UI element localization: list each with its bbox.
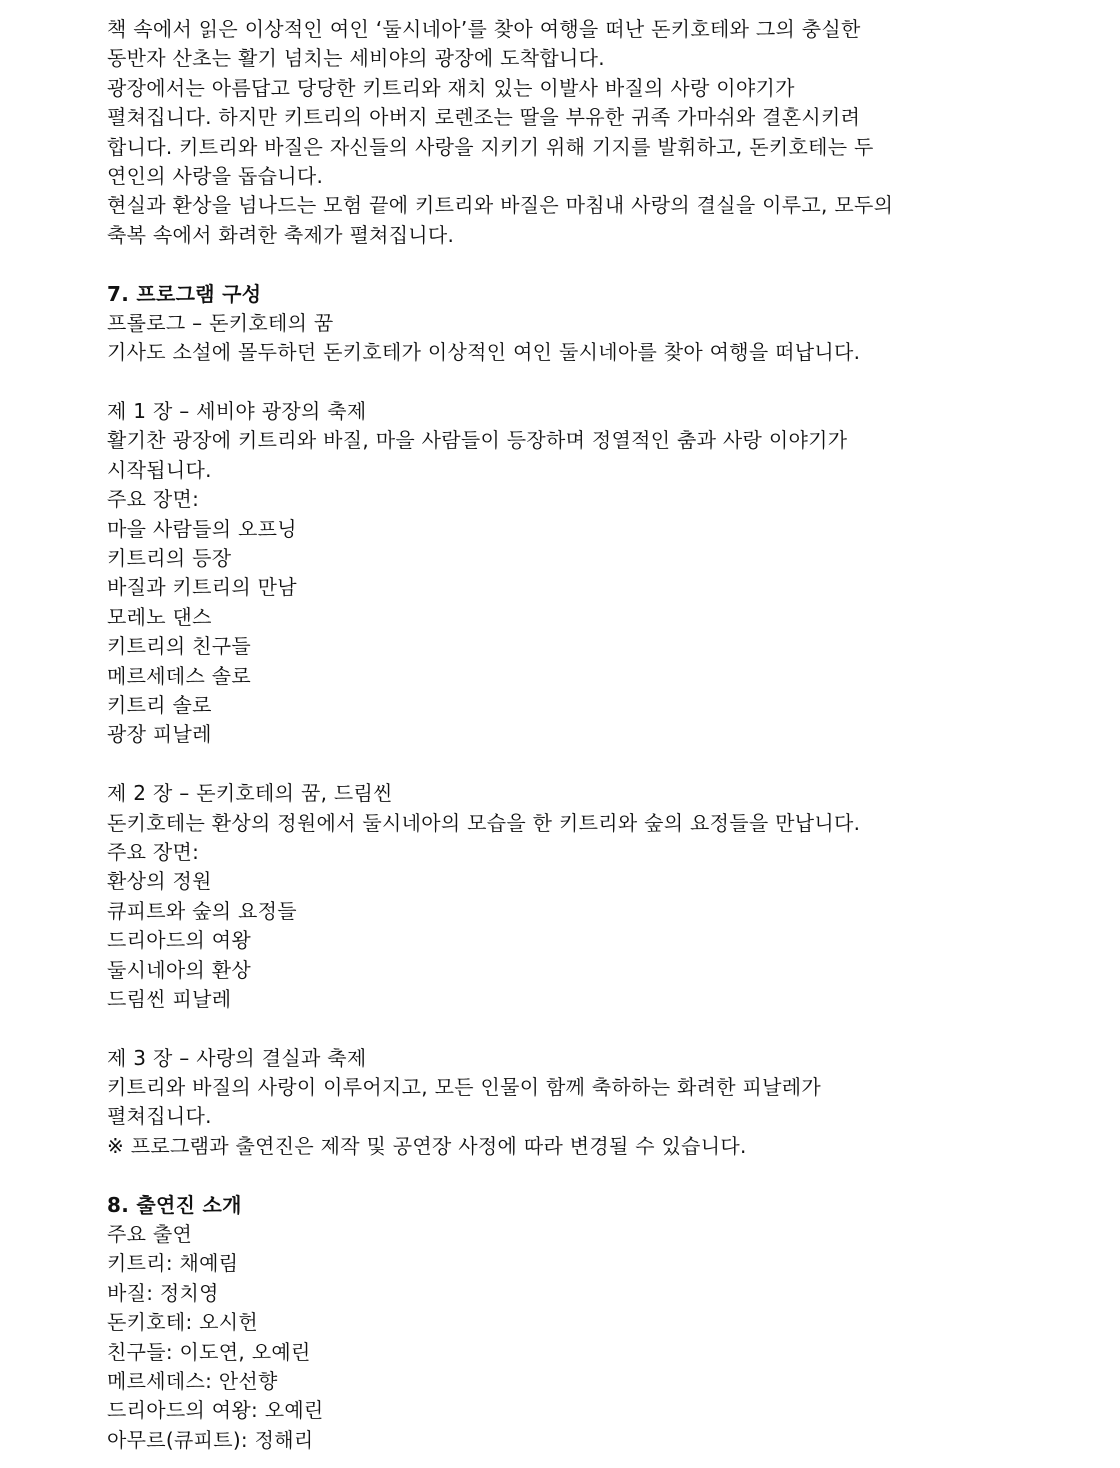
cast-section — [107, 1191, 1097, 1456]
cast-member: 메르세데스: 안선향 — [107, 1368, 278, 1393]
act1-title: 제 1 장 – 세비야 광장의 축제 — [107, 399, 367, 424]
cast-member: 아무르(큐피트): 정해리 — [107, 1427, 314, 1452]
act1-scene-item: 마을 사람들의 오프닝 — [107, 516, 297, 541]
cast-member: 친구들: 이도연, 오예린 — [107, 1339, 311, 1364]
act1-scene-item: 모레노 댄스 — [107, 604, 212, 629]
program-change-note: ※ 프로그램과 출연진은 제작 및 공연장 사정에 따라 변경될 수 있습니다. — [107, 1133, 747, 1158]
act2-scene-item: 환상의 정원 — [107, 869, 212, 894]
blank-line — [107, 368, 1097, 397]
act2-scene-item: 둘시네아의 환상 — [107, 957, 251, 982]
cast-member: 바질: 정치영 — [107, 1280, 219, 1305]
blank-line — [107, 1014, 1097, 1043]
act3-title: 제 3 장 – 사랑의 결실과 축제 — [107, 1045, 367, 1070]
act1-scenes-label: 주요 장면: — [107, 487, 200, 512]
cast-subheading: 주요 출연 — [107, 1222, 193, 1247]
act1-scene-item: 바질과 키트리의 만남 — [107, 575, 297, 600]
synopsis-section — [107, 15, 1097, 250]
synopsis-line: 펼쳐집니다. 하지만 키트리의 아버지 로렌조는 딸을 부유한 귀족 가마쉬와 결혼시키려 — [107, 105, 861, 130]
cast-member: 키트리: 채예림 — [107, 1251, 239, 1276]
cast-member: 돈키호테: 오시헌 — [107, 1310, 259, 1335]
synopsis-line: 연인의 사랑을 돕습니다. — [107, 163, 324, 188]
act2-scene-item: 큐피트와 숲의 요정들 — [107, 898, 297, 923]
blank-line — [107, 1161, 1097, 1190]
blank-line — [107, 750, 1097, 779]
act2-scene-item: 드림씬 피날레 — [107, 986, 232, 1011]
act2-scene-item: 드리아드의 여왕 — [107, 928, 251, 953]
act2-scenes-label: 주요 장면: — [107, 839, 200, 864]
act1-description: 시작됩니다. — [107, 457, 212, 482]
act3-description: 펼쳐집니다. — [107, 1104, 212, 1129]
program-section — [107, 280, 1097, 1162]
synopsis-line: 현실과 환상을 넘나드는 모험 끝에 키트리와 바질은 마침내 사랑의 결실을 이루고, 모두의 — [107, 193, 894, 218]
cast-heading: 8. 출연진 소개 — [107, 1192, 242, 1217]
synopsis-line: 동반자 산초는 활기 넘치는 세비야의 광장에 도착합니다. — [107, 46, 605, 71]
document-page — [107, 15, 1097, 1455]
prologue-description: 기사도 소설에 몰두하던 돈키호테가 이상적인 여인 둘시네아를 찾아 여행을 떠납니다. — [107, 340, 861, 365]
act1-scene-item: 메르세데스 솔로 — [107, 663, 251, 688]
act2-description: 돈키호테는 환상의 정원에서 둘시네아의 모습을 한 키트리와 숲의 요정들을 만납니다. — [107, 810, 861, 835]
blank-line — [107, 250, 1097, 279]
synopsis-line: 축복 속에서 화려한 축제가 펼쳐집니다. — [107, 222, 455, 247]
act1-scene-item: 광장 피날레 — [107, 722, 212, 747]
act3-description: 키트리와 바질의 사랑이 이루어지고, 모든 인물이 함께 축하하는 화려한 피날레가 — [107, 1075, 822, 1100]
act1-scene-item: 키트리의 친구들 — [107, 634, 251, 659]
synopsis-line: 광장에서는 아름답고 당당한 키트리와 재치 있는 이발사 바질의 사랑 이야기가 — [107, 75, 795, 100]
act2-title: 제 2 장 – 돈키호테의 꿈, 드림씬 — [107, 781, 393, 806]
prologue-title: 프롤로그 – 돈키호테의 꿈 — [107, 310, 334, 335]
synopsis-line: 합니다. 키트리와 바질은 자신들의 사랑을 지키기 위해 기지를 발휘하고, 돈키호테는 두 — [107, 134, 874, 159]
synopsis-line: 책 속에서 읽은 이상적인 여인 ‘둘시네아’를 찾아 여행을 떠난 돈키호테와 그의 충실한 — [107, 17, 861, 41]
cast-member: 드리아드의 여왕: 오예린 — [107, 1398, 324, 1423]
act1-scene-item: 키트리 솔로 — [107, 692, 212, 717]
act1-scene-item: 키트리의 등장 — [107, 546, 232, 571]
act1-description: 활기찬 광장에 키트리와 바질, 마을 사람들이 등장하며 정열적인 춤과 사랑 이야기가 — [107, 428, 848, 453]
program-heading: 7. 프로그램 구성 — [107, 281, 262, 306]
